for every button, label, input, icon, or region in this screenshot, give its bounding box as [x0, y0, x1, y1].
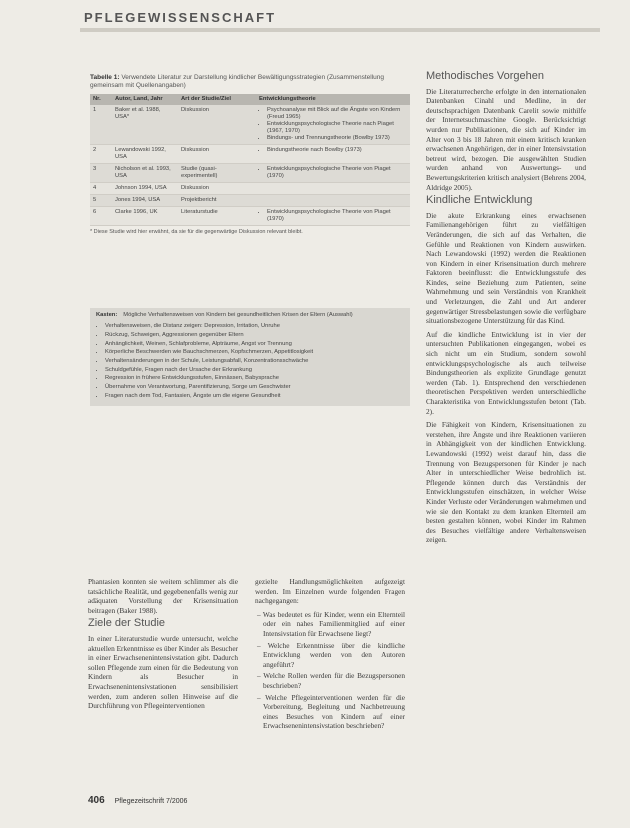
- table-cell-theorie: [256, 145, 410, 164]
- heading-methodisches-vorgehen: Methodisches Vorgehen: [426, 70, 545, 82]
- theory-item: • Bindungstheorie nach Bowlby (1973): [267, 147, 407, 154]
- paragraph: Phantasien konnten sie weitem schlimmer als die tatsächliche Realität, und gegebenenfalls wenig zur adäquaten Vorstellung der Krisensituation beitragen (Baker 1988).: [88, 577, 238, 615]
- journal-name: Pflegezeitschrift 7/2006: [114, 798, 188, 805]
- theory-item: • Psychoanalyse mit Blick auf die Ängste von Kindern (Freud 1965): [267, 107, 407, 121]
- box-label: Kasten:: [96, 312, 118, 318]
- table-cell-autor: Baker et al. 1988, USA*: [112, 105, 178, 145]
- theory-list: [259, 107, 407, 142]
- table-cell-nr: 3: [90, 164, 112, 183]
- table-cell-autor: Johnson 1994, USA: [112, 183, 178, 195]
- literature-table: [90, 94, 410, 226]
- table-cell-nr: 1: [90, 105, 112, 145]
- box-list-item: • Körperliche Beschwerden wie Bauchschmerzen, Kopfschmerzen, Appetitlosigkeit: [105, 349, 404, 356]
- table-cell-art: Literaturstudie: [178, 207, 256, 226]
- heading-kindliche-entwicklung: Kindliche Entwicklung: [426, 194, 533, 207]
- table-row: [90, 164, 410, 183]
- theory-item: • Entwicklungspsychologische Theorie von Piaget (1970): [267, 166, 407, 180]
- box-list: [96, 323, 404, 400]
- question-item: – Welche Erkenntnisse über die kindliche Entwicklung werden von den Autoren angeführt?: [263, 641, 405, 670]
- paragraph: Auf die kindliche Entwicklung ist in vier der untersuchten Publikationen eingegangen, wobei es sich nicht um ein Studium, sondern sowohl entwicklungspsychologische als auch teilweise Bindungstheorien als explizite Grundlage genutzt werden (Tab. 1). Entsprechend den verschiedenen theoretischen Perspektiven werden unterschiedliche Charakteristika von Entwicklungsstufen betont (Tab. 2).: [426, 329, 586, 416]
- table-row: [90, 207, 410, 226]
- table-cell-autor: Lewandowski 1992, USA: [112, 145, 178, 164]
- page-footer: [88, 795, 187, 806]
- right-column: [426, 68, 586, 549]
- table-cell-art: Projektbericht: [178, 195, 256, 207]
- table-caption-label: Tabelle 1:: [90, 74, 120, 81]
- table-cell-art: Diskussion: [178, 183, 256, 195]
- question-item: – Welche Rollen werden für die Bezugspersonen beschrieben?: [263, 671, 405, 690]
- table-cell-nr: 2: [90, 145, 112, 164]
- paragraph: Die Fähigkeit von Kindern, Krisensituationen zu verstehen, ihre Ängste und ihre Reaktionen variieren in Abhängigkeit von der kindlichen Entwicklung. Lewandowski (1992) weist darauf hin, dass die Trennung von Bezugspersonen für Kinder je nach Alter in unterschiedlicher Weise bedrohlich ist. Pflegende können durch das Verständnis der Entwicklungsstufen einschätzen, in welcher Weise Kinder Verluste oder Veränderungen wahrnehmen und wie sie den Kontakt zu dem kranken Elternteil am besten gestalten können, wobei Kinder im Rahmen des Besuches vielfältige andere Verhaltensweisen zeigen.: [426, 420, 586, 545]
- header-rule: [80, 28, 600, 32]
- box-list-item: • Verhaltensweisen, die Distanz zeigen: Depression, Irritation, Unruhe: [105, 323, 404, 330]
- theory-list: [259, 209, 407, 223]
- table-cell-nr: 4: [90, 183, 112, 195]
- header-cell: Autor, Land, Jahr: [112, 94, 178, 105]
- table-cell-art: Studie (quasi-experimentell): [178, 164, 256, 183]
- paragraph: gezielte Handlungsmöglichkeiten aufgezeigt werden. Im Einzelnen wurde folgenden Fragen nachgegangen:: [255, 577, 405, 606]
- box-list-item: • Fragen nach dem Tod, Fantasien, Ängste um die eigene Gesundheit: [105, 393, 404, 400]
- box-list-item: • Rückzug, Schweigen, Aggressionen gegenüber Eltern: [105, 332, 404, 339]
- table-cell-nr: 5: [90, 195, 112, 207]
- box-list-item: • Verhaltensänderungen in der Schule, Leistungsabfall, Konzentrationsschwäche: [105, 358, 404, 365]
- table-cell-art: Diskussion: [178, 145, 256, 164]
- table-row: [90, 105, 410, 145]
- table-cell-theorie: [256, 164, 410, 183]
- header-cell: Entwicklungstheorie: [256, 94, 410, 105]
- heading-ziele: Ziele der Studie: [88, 617, 166, 630]
- theory-list: [259, 147, 407, 154]
- box-list-item: • Schuldgefühle, Fragen nach der Ursache der Erkrankung: [105, 367, 404, 374]
- box-list-item: • Regression in frühere Entwicklungsstufen, Einnässen, Babysprache: [105, 375, 404, 382]
- theory-list: [259, 166, 407, 180]
- page-number: 406: [88, 795, 105, 806]
- table-caption-text: Verwendete Literatur zur Darstellung kindlicher Bewältigungsstrategien (Zusammenstellung gemeinsam mit Quellenangaben): [90, 74, 384, 89]
- table-1-container: [90, 74, 410, 236]
- theory-item: • Entwicklungspsychologische Theorie nach Piaget (1967, 1970): [267, 121, 407, 135]
- middle-column: [255, 577, 405, 733]
- question-list: [255, 610, 405, 731]
- table-row: [90, 145, 410, 164]
- table-caption: [90, 74, 410, 90]
- table-cell-autor: Jones 1994, USA: [112, 195, 178, 207]
- theory-item: • Bindungs- und Trennungstheorie (Bowlby 1973): [267, 135, 407, 142]
- box-list-item: • Anhänglichkeit, Weinen, Schlafprobleme, Alpträume, Angst vor Trennung: [105, 341, 404, 348]
- table-cell-art: Diskussion: [178, 105, 256, 145]
- header-cell: Art der Studie/Ziel: [178, 94, 256, 105]
- table-cell-nr: 6: [90, 207, 112, 226]
- theory-item: • Entwicklungspsychologische Theorie von Piaget (1970): [267, 209, 407, 223]
- box-title: [96, 312, 404, 319]
- section-header: PFLEGEWISSENSCHAFT: [84, 10, 277, 25]
- header-cell: Nr.: [90, 94, 112, 105]
- table-header-row: [90, 94, 410, 105]
- box-title-text: Mögliche Verhaltensweisen von Kindern bei gesundheitlichen Krisen der Eltern (Auswahl): [123, 312, 353, 318]
- left-column: [88, 577, 238, 715]
- box-list-item: • Übernahme von Verantwortung, Parentifizierung, Sorge um Geschwister: [105, 384, 404, 391]
- table-footnote: * Diese Studie wird hier erwähnt, da sie für die gegenwärtige Diskussion relevant bleibt.: [90, 229, 303, 235]
- table-body: [90, 105, 410, 226]
- table-cell-autor: Clarke 1996, UK: [112, 207, 178, 226]
- table-cell-theorie: [256, 195, 410, 207]
- paragraph: Die akute Erkrankung eines erwachsenen Familienangehörigen führt zu vielfältigen Veränderungen, die sich auf das Verhalten, die Gefühle und Reaktionen von Kindern auswirken. Nach Lewandowski (1992) werden die Reaktionen von Kindern in einer Krisensituation durch mehrere Faktoren beeinflusst: die Entwicklungsstufe des Kindes, seine Beziehung zum Patienten, seine Wahrnehmung und sein Verständnis von Krankheit und Verletzungen, die Zahl und Art anderer gegenwärtiger Stressbelastungen sowie die verfügbare situationsbezogene Unterstützung für das Kind.: [426, 210, 586, 326]
- question-item: – Was bedeutet es für Kinder, wenn ein Elternteil oder ein nahes Familienmitglied auf einer Intensivstation für Erwachsene liegt?: [263, 610, 405, 639]
- info-box: [90, 308, 410, 406]
- table-cell-autor: Nicholson et al. 1993, USA: [112, 164, 178, 183]
- table-cell-theorie: [256, 183, 410, 195]
- paragraph: In einer Literaturstudie wurde untersucht, welche aktuellen Erkenntnisse es über Kinder als Besucher in einer Erwachsenenintensivstation gibt. Dadurch sollen Pflegende zum einen für die Bedeutung von Kindern als Besucher in Erwachsenenintensivstationen sensibilisiert werden, zum anderen sollen Hinweise auf die Durchführung von Pflegeinterventionen: [88, 633, 238, 711]
- table-cell-theorie: [256, 207, 410, 226]
- table-cell-theorie: [256, 105, 410, 145]
- question-item: – Welche Pflegeinterventionen werden für die Vorbereitung, Begleitung und Nachbetreuung eines Besuches von Kindern auf einer Erwachsenenintensivstation beschrieben?: [263, 693, 405, 731]
- table-row: [90, 195, 410, 207]
- table-row: [90, 183, 410, 195]
- paragraph: Die Literaturrecherche erfolgte in den internationalen Datenbanken Cinahl und Medline, in der deutschsprachigen Datenbank Carelit sowie mithilfe der Internetsuchmaschine Google. Berücksichtigt wurden nur Publikationen, die sich auf Kinder im Alter von 3 bis 18 Jahren mit einem kritisch kranken erwachsenen Angehörigen, der in einer Intensivstation betreut wird, bezogen. Die ausgewählten Studien wurden anhand von Auswertungs- und Bewertungskriterien kritisch analysiert (Behrens 2004, Aldridge 2005).: [426, 86, 586, 192]
